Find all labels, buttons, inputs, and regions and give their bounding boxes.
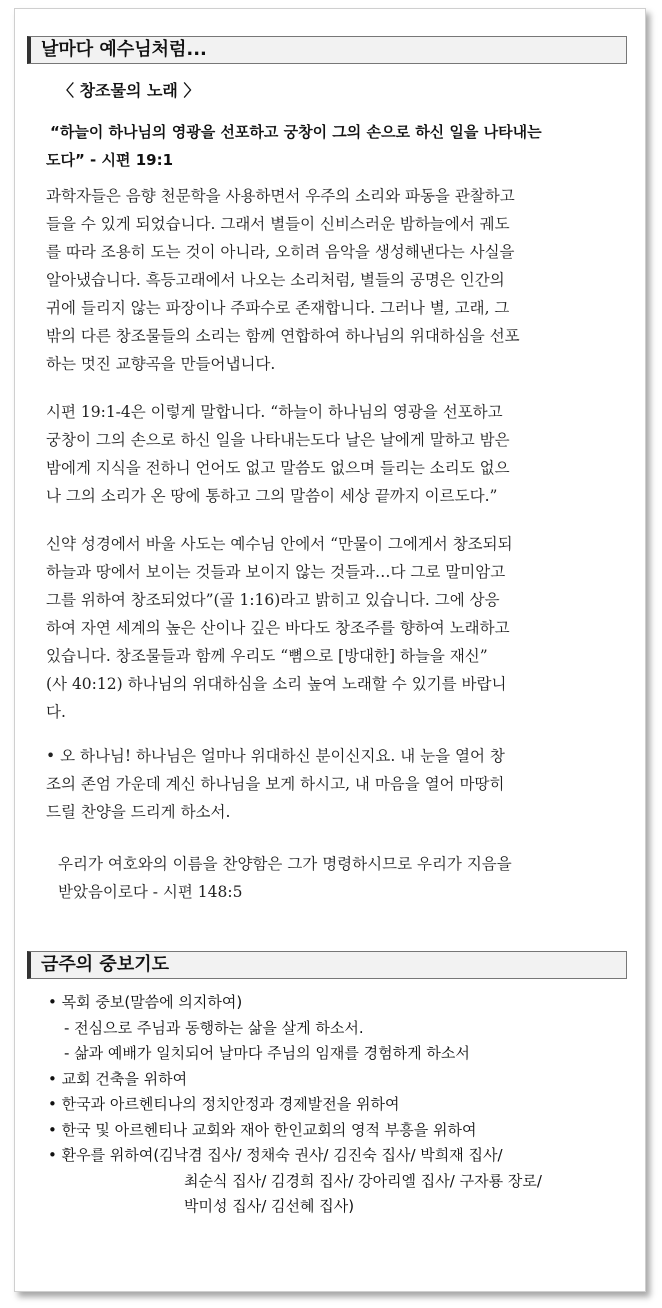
text-line: 드릴 찬양을 드리게 하소서. xyxy=(46,803,231,821)
paragraph-1 xyxy=(46,182,624,378)
paragraph-3 xyxy=(46,530,624,726)
list-item-continuation: 최순식 집사/ 김경희 집사/ 강아리엘 집사/ 구자룡 장로/ xyxy=(184,1171,542,1190)
devotion-subtitle: 〈 창조물의 노래 〉 xyxy=(58,81,200,100)
list-item: • 한국과 아르헨티나의 정치안정과 경제발전을 위하여 xyxy=(48,1095,400,1113)
text-line: 받았음이로다 - 시편 148:5 xyxy=(58,883,243,901)
text-line: 과학자들은 음향 천문학을 사용하면서 우주의 소리와 파동을 관찰하고 xyxy=(46,187,515,205)
text-line: (사 40:12) 하나님의 위대하심을 소리 높여 노래할 수 있기를 바랍니 xyxy=(46,675,507,693)
text-line: 들을 수 있게 되었습니다. 그래서 별들이 신비스러운 밤하늘에서 궤도 xyxy=(46,215,510,233)
key-verse xyxy=(46,118,620,174)
text-line: 있습니다. 창조물들과 함께 우리도 “뼘으로 [방대한] 하늘을 재신” xyxy=(46,647,488,665)
text-line: 나 그의 소리가 온 땅에 통하고 그의 말씀이 세상 끝까지 이르도다.” xyxy=(46,487,498,505)
list-subitem: - 삶과 예배가 일치되어 날마다 주님의 임재를 경험하게 하소서 xyxy=(64,1044,470,1062)
list-item: • 환우를 위하여(김낙겸 집사/ 정채숙 권사/ 김진숙 집사/ 박희재 집사/ xyxy=(48,1146,503,1164)
prayer-paragraph xyxy=(46,742,624,826)
section-header-intercession xyxy=(27,951,627,979)
list-item-continuation: 박미성 집사/ 김선혜 집사) xyxy=(184,1197,355,1215)
section-title: 날마다 예수님처럼... xyxy=(41,39,207,60)
text-line: 하는 멋진 교향곡을 만들어냅니다. xyxy=(46,355,276,373)
closing-verse xyxy=(58,850,636,906)
key-verse-line: 도다” - 시편 19:1 xyxy=(46,151,174,169)
paragraph-2 xyxy=(46,398,624,510)
text-line: 궁창이 그의 손으로 하신 일을 나타내는도다 날은 날에게 말하고 밤은 xyxy=(46,431,510,449)
text-line: 신약 성경에서 바울 사도는 예수님 안에서 “만물이 그에게서 창조되되 xyxy=(46,535,513,553)
section-title: 금주의 중보기도 xyxy=(41,954,169,975)
text-line: 를 따라 조용히 도는 것이 아니라, 오히려 음악을 생성해낸다는 사실을 xyxy=(46,243,515,261)
key-verse-line: “하늘이 하나님의 영광을 선포하고 궁창이 그의 손으로 하신 일을 나타내는 xyxy=(50,123,542,141)
text-line: 그를 위하여 창조되었다”(골 1:16)라고 밝히고 있습니다. 그에 상응 xyxy=(46,591,500,609)
text-line: 하여 자연 세계의 높은 산이나 깊은 바다도 창조주를 향하여 노래하고 xyxy=(46,619,510,637)
text-line: • 오 하나님! 하나님은 얼마나 위대하신 분이신지요. 내 눈을 열어 창 xyxy=(46,747,505,765)
text-line: 알아냈습니다. 흑등고래에서 나오는 소리처럼, 별들의 공명은 인간의 xyxy=(46,271,505,289)
text-line: 조의 존엄 가운데 계신 하나님을 보게 하시고, 내 마음을 열어 마땅히 xyxy=(46,775,505,793)
text-line: 밖의 다른 창조물들의 소리는 함께 연합하여 하나님의 위대하심을 선포 xyxy=(46,327,520,345)
list-item: • 한국 및 아르헨티나 교회와 재아 한인교회의 영적 부흥을 위하여 xyxy=(48,1120,477,1139)
list-subitem: - 전심으로 주님과 동행하는 삶을 살게 하소서. xyxy=(64,1018,364,1037)
intercession-list xyxy=(48,990,638,1220)
text-line: 다. xyxy=(46,703,66,721)
text-line: 밤에게 지식을 전하니 언어도 없고 말씀도 없으며 들리는 소리도 없으 xyxy=(46,459,510,477)
text-line: 하늘과 땅에서 보이는 것들과 보이지 않는 것들과…다 그로 말미암고 xyxy=(46,563,506,581)
list-item: • 교회 건축을 위하여 xyxy=(48,1069,188,1088)
list-item: • 목회 중보(말씀에 의지하여) xyxy=(48,993,243,1011)
text-line: 우리가 여호와의 이름을 찬양함은 그가 명령하시므로 우리가 지음을 xyxy=(58,855,512,873)
text-line: 귀에 들리지 않는 파장이나 주파수로 존재합니다. 그러나 별, 고래, 그 xyxy=(46,299,510,317)
text-line: 시편 19:1-4은 이렇게 말합니다. “하늘이 하나님의 영광을 선포하고 xyxy=(46,403,503,421)
section-header-daily xyxy=(27,36,627,64)
